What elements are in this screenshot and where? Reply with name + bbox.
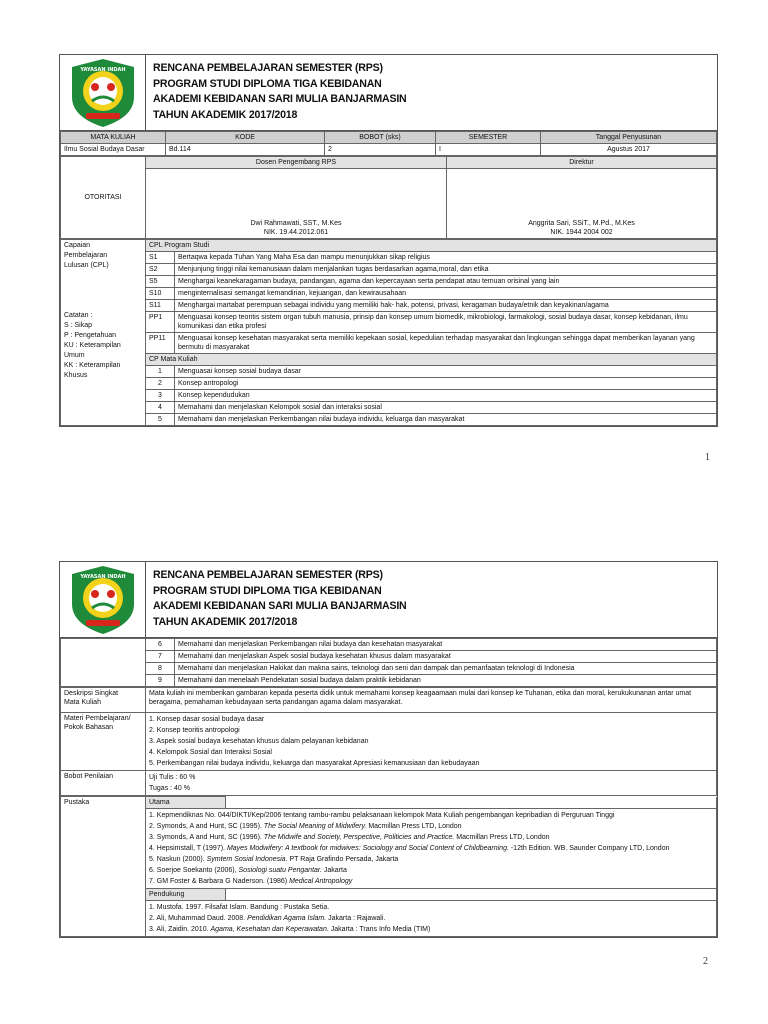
academic-year: TAHUN AKADEMIK 2017/2018 bbox=[153, 108, 298, 121]
page-number-1: 1 bbox=[705, 452, 710, 463]
institution-title: AKADEMI KEBIDANAN SARI MULIA BANJARMASIN bbox=[153, 600, 407, 612]
rps-header bbox=[60, 55, 717, 131]
direktur-signature bbox=[447, 169, 717, 239]
table-row: S5 Menghargai keanekaragaman budaya, pandangan, agama dan kepercayaan serta pendapat atau temuan orisinal yang lain bbox=[61, 276, 717, 288]
cp-mk-continued-table bbox=[60, 638, 717, 687]
rps-header bbox=[60, 562, 717, 638]
col-tanggal: Tanggal Penyusunan bbox=[541, 132, 717, 144]
list-item: 2. Symonds, A and Hunt, SC (1995). The Social Meaning of Midwifery. Macmillan Press LTD, London bbox=[149, 823, 462, 830]
course-date: Agustus 2017 bbox=[541, 144, 717, 156]
materi-label: Materi Pembelajaran/ Pokok Bahasan bbox=[61, 713, 146, 771]
table-row: 3 Konsep kependudukan bbox=[61, 390, 717, 402]
seal-icon bbox=[64, 564, 142, 636]
course-info-table bbox=[60, 131, 717, 156]
program-title: PROGRAM STUDI DIPLOMA TIGA KEBIDANAN bbox=[153, 584, 382, 597]
list-item: 4. Hepsimstall, T (1997). Mayes Modwifery: A textbook for midwives: Sociology and Social Content of Childbearning. -12th Edition. WB. Saunder Company LTD, London bbox=[149, 845, 670, 852]
deskripsi-text: Mata kuliah ini memberikan gambaran kepada peserta didik untuk memahami konsep keagaamaan mulai dari konsep ke Tuhanan, etika dan moral, kerukukunanan antar umat beragama, pemahaman kebudayaan serta pandangan agama dalam masyarakat. bbox=[146, 688, 717, 713]
institution-logo bbox=[60, 562, 146, 637]
detail-table bbox=[60, 687, 717, 796]
table-row: 2 Konsep antropologi bbox=[61, 378, 717, 390]
table-row: S1 Bertaqwa kepada Tuhan Yang Maha Esa dan mampu menunjukkan sikap religius bbox=[61, 252, 717, 264]
academic-year: TAHUN AKADEMIK 2017/2018 bbox=[153, 615, 298, 628]
dosen-signature bbox=[146, 169, 447, 239]
deskripsi-label: Deskripsi Singkat Mata Kuliah bbox=[61, 688, 146, 713]
course-semester: I bbox=[436, 144, 541, 156]
course-name: Ilmu Sosial Budaya Dasar bbox=[61, 144, 166, 156]
list-item: 6. Soerjoe Soekanto (2006), Sosiologi suatu Pengantar. Jakarta bbox=[149, 867, 347, 874]
notes-title: Catatan : bbox=[64, 312, 93, 319]
dosen-name: Dwi Rahmawati, SST., M.Kes bbox=[250, 220, 342, 227]
pendukung-header: Pendukung bbox=[146, 889, 226, 901]
list-item: 3. Ali, Zaidin. 2010. Agama, Kesehatan dan Keperawatan. Jakarta : Trans Info Media (TIM) bbox=[149, 926, 431, 933]
doc-title: RENCANA PEMBELAJARAN SEMESTER (RPS) bbox=[153, 569, 383, 581]
table-row: 9 Memahami dan menelaah Pendekatan sosial budaya dalam praktik kebidanan bbox=[61, 675, 717, 687]
institution-title: AKADEMI KEBIDANAN SARI MULIA BANJARMASIN bbox=[153, 93, 407, 105]
cpl-prodi-header: CPL Program Studi bbox=[146, 240, 717, 252]
otoritasi-table bbox=[60, 156, 717, 239]
bobot-label: Bobot Penilaian bbox=[61, 771, 146, 796]
table-row: 1 Menguasai konsep sosial budaya dasar bbox=[61, 366, 717, 378]
seal-icon bbox=[64, 57, 142, 129]
rps-page-1 bbox=[59, 54, 718, 427]
list-item: 5. Naskun (2000). Symtem Sosial Indonesia. PT Raja Grafindo Persada, Jakarta bbox=[149, 856, 399, 863]
table-row: 4 Memahami dan menjelaskan Kelompok sosial dan interaksi sosial bbox=[61, 402, 717, 414]
page-number-2: 2 bbox=[703, 956, 708, 967]
materi-list bbox=[146, 713, 717, 771]
doc-title: RENCANA PEMBELAJARAN SEMESTER (RPS) bbox=[153, 62, 383, 74]
utama-header: Utama bbox=[146, 797, 226, 809]
col-kode: KODE bbox=[166, 132, 325, 144]
table-row: S10 menginternalisasi semangat kemandirian, kejuangan, dan kewirausahaan bbox=[61, 288, 717, 300]
col-bobot: BOBOT (sks) bbox=[325, 132, 436, 144]
col-semester: SEMESTER bbox=[436, 132, 541, 144]
table-row: 5 Memahami dan menjelaskan Perkembangan nilai budaya individu, keluarga dan masyarakat bbox=[61, 414, 717, 426]
direktur-header: Direktur bbox=[447, 157, 717, 169]
table-row: PP11 Menguasai konsep kesehatan masyarakat serta memiliki kepekaan sosial, kepedulian terhadap masyarakat dan lingkungan sehingga dapat memberikan layanan yang bermutu di masyarakat bbox=[61, 333, 717, 354]
direktur-nik: NIK. 1944 2004 002 bbox=[550, 229, 613, 236]
list-item: 3. Aspek sosial budaya kesehatan khusus dalam pelayanan kebidanan bbox=[149, 738, 369, 745]
list-item: 2. Ali, Muhammad Daud. 2008. Pendidikan Agama Islam. Jakarta : Rajawali. bbox=[149, 915, 386, 922]
pendukung-list bbox=[146, 901, 717, 937]
dosen-nik: NIK. 19.44.2012.061 bbox=[263, 229, 329, 236]
list-item: 4. Kelompok Sosial dan Interaksi Sosial bbox=[149, 749, 272, 756]
utama-list bbox=[146, 809, 717, 889]
svg-text:YAYASAN INDAH: YAYASAN INDAH bbox=[79, 573, 126, 580]
table-row: S2 Menjunjung tinggi nilai kemanusiaan dalam menjalankan tugas berdasarkan agama,moral, dan etika bbox=[61, 264, 717, 276]
list-item: 1. Mustofa. 1997. Filsafat Islam. Bandung : Pustaka Setia. bbox=[149, 904, 330, 911]
table-row: S11 Menghargai martabat perempuan sebagai individu yang memiliki hak- hak, potensi, privasi, keragaman budaya/etnik dan keyakinan/agama bbox=[61, 300, 717, 312]
col-mata-kuliah: MATA KULIAH bbox=[61, 132, 166, 144]
svg-text:YAYASAN INDAH: YAYASAN INDAH bbox=[79, 66, 126, 73]
program-title: PROGRAM STUDI DIPLOMA TIGA KEBIDANAN bbox=[153, 77, 382, 90]
cp-mk-header: CP Mata Kuliah bbox=[146, 354, 717, 366]
table-row: 7 Memahami dan menjelaskan Aspek sosial budaya kesehatan khusus dalam masyarakat bbox=[61, 651, 717, 663]
otoritasi-label: OTORITASI bbox=[61, 157, 146, 239]
list-item: 1. Konsep dasar sosial budaya dasar bbox=[149, 716, 265, 723]
table-row: PP1 Menguasai konsep teoritis sistem organ tubuh manusia, prinsip dan konsep umum biomedik, mikrobiologi, farmakologi, sosial budaya dasar, konsep kebidanan, ilmu komunikasi dan etika profesi bbox=[61, 312, 717, 333]
table-row: 8 Memahami dan menjelaskan Hakikat dan makna sains, teknologi dan seni dan dampak dan pemanfaatan teknologi di Indonesia bbox=[61, 663, 717, 675]
bobot-values: Uji Tulis : 60 % Tugas : 40 % bbox=[146, 771, 717, 796]
rps-page-2 bbox=[59, 561, 718, 938]
institution-logo bbox=[60, 55, 146, 130]
table-row: 6 Memahami dan menjelaskan Perkembangan nilai budaya dan kesehatan masyarakat bbox=[61, 639, 717, 651]
list-item: 1. Kepmendiknas No. 044/DIKTI/Kep/2006 tentang rambu-rambu pelaksanaan kelompok Mata Kuliah pengembangan kepribadian di Perguruan Tinggi bbox=[149, 812, 615, 819]
list-item: 5. Perkembangan nilai budaya individu, keluarga dan masyarakat Apresiasi kemanusiaan dan kebudayaan bbox=[149, 760, 480, 767]
list-item: 2. Konsep teoritis antropologi bbox=[149, 727, 240, 734]
course-code: Bd.114 bbox=[166, 144, 325, 156]
list-item: 7. GM Foster & Barbara G Naderson. (1986) Medical Antropology bbox=[149, 878, 353, 885]
cpl-table bbox=[60, 239, 717, 426]
direktur-name: Anggrita Sari, SSiT., M.Pd., M.Kes bbox=[528, 220, 635, 227]
pustaka-table bbox=[60, 796, 717, 937]
course-sks: 2 bbox=[325, 144, 436, 156]
cpl-left-label: Capaian Pembelajaran Lulusan (CPL) Catatan : S : Sikap P : Pengetahuan KU : Keterampilan Umum KK : Keterampilan Khusus bbox=[61, 240, 146, 426]
pustaka-label: Pustaka bbox=[61, 797, 146, 937]
dosen-header: Dosen Pengembang RPS bbox=[146, 157, 447, 169]
list-item: 3. Symonds, A and Hunt, SC (1996). The Midwife and Society, Perspective, Politicies and Practice. Macmillan Press LTD, London bbox=[149, 834, 550, 841]
